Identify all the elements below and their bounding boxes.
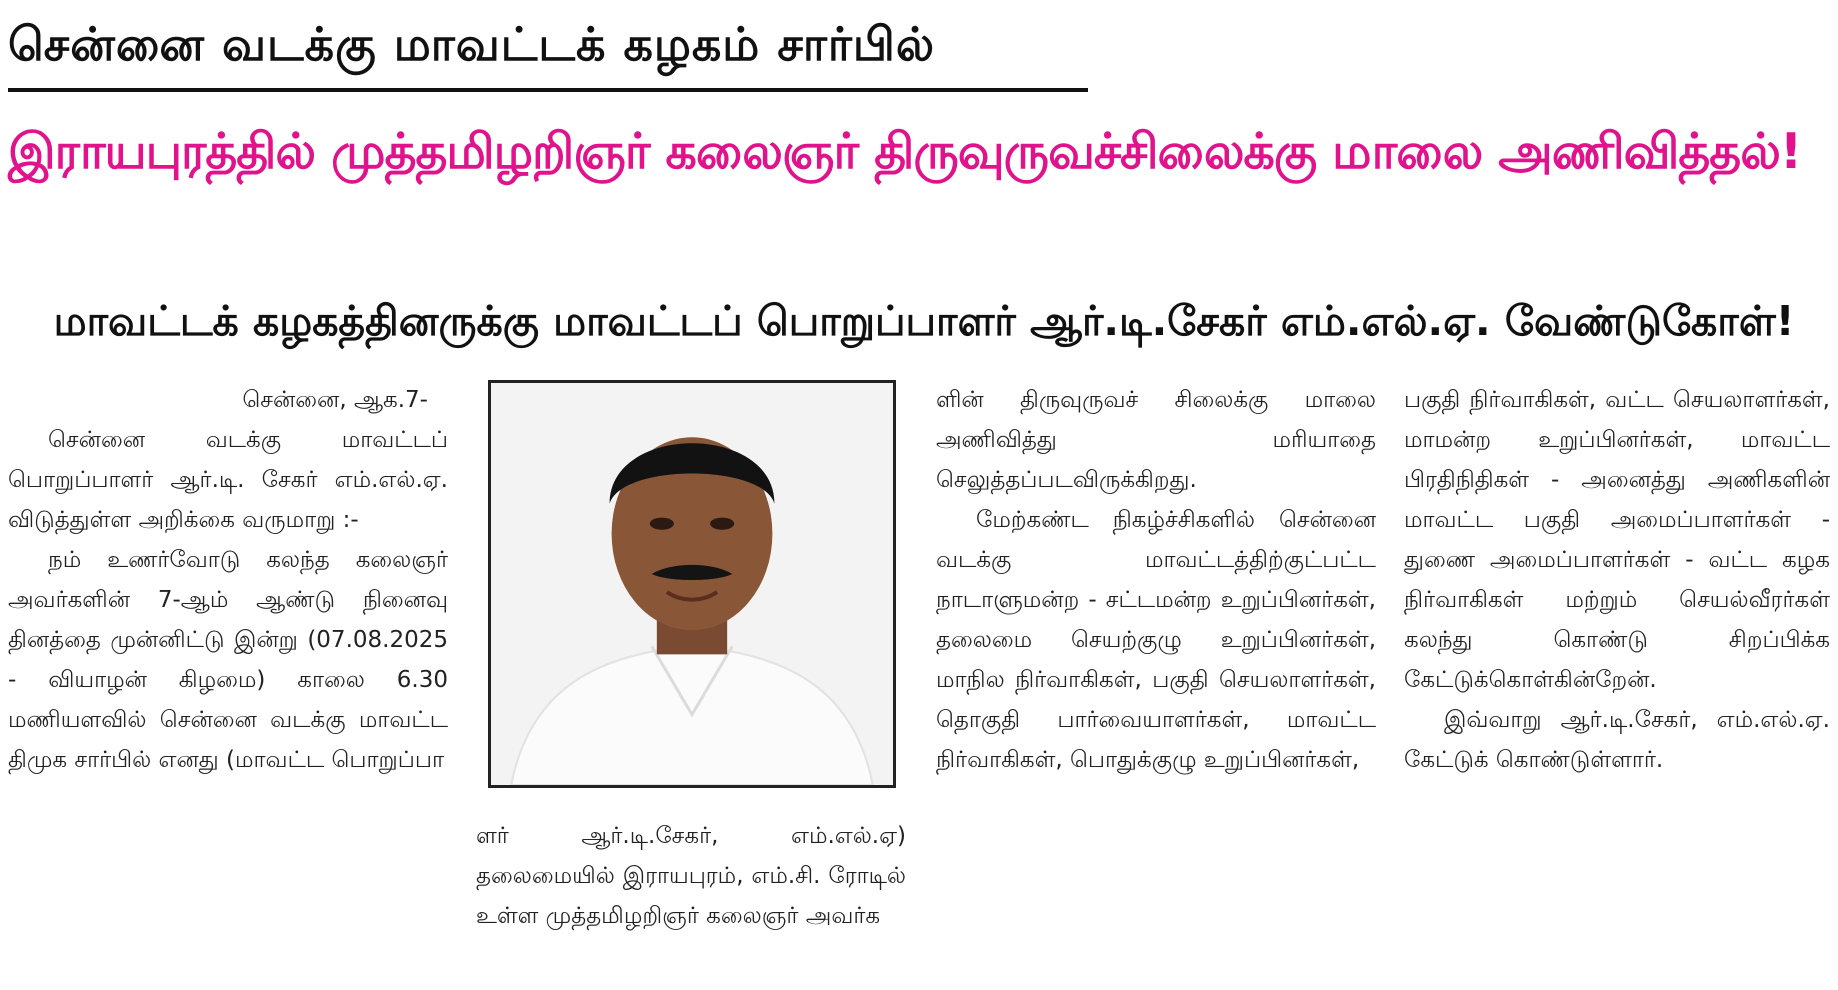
person-portrait-icon — [491, 383, 893, 785]
article-column-3 — [936, 380, 1376, 780]
article-column-4 — [1404, 380, 1830, 780]
subheadline: மாவட்டக் கழகத்தினருக்கு மாவட்டப் பொறுப்பாளர் ஆர்.டி.சேகர் எம்.எல்.ஏ. வேண்டுகோள்! — [53, 297, 1795, 345]
kicker-heading: சென்னை வடக்கு மாவட்டக் கழகம் சார்பில் — [8, 17, 936, 71]
article-column-1 — [8, 380, 448, 780]
kicker-underline — [8, 88, 1088, 92]
paragraph: நம் உணர்வோடு கலந்த கலைஞர் அவர்களின் 7-ஆம் ஆண்டு நினைவு தினத்தை முன்னிட்டு இன்று (07.08.2025 - வியாழன் கிழமை) காலை 6.30 மணியளவில் சென்னை வடக்கு மாவட்ட திமுக சார்பில் எனது (மாவட்ட பொறுப்பா — [8, 547, 448, 773]
paragraph: மேற்கண்ட நிகழ்ச்சிகளில் சென்னை வடக்கு மாவட்டத்திற்குட்பட்ட நாடாளுமன்ற - சட்டமன்ற உறுப்பினர்கள், தலைமை செயற்குழு உறுப்பினர்கள், மாநில நிர்வாகிகள், பகுதி செயலாளர்கள், தொகுதி பார்வையாளர்கள், மாவட்ட நிர்வாகிகள், பொதுக்குழு உறுப்பினர்கள், — [936, 507, 1376, 773]
paragraph: ளர் ஆர்.டி.சேகர், எம்.எல்.ஏ) தலைமையில் இராயபுரம், எம்.சி. ரோடில் உள்ள முத்தமிழறிஞர் கலைஞர் அவர்க — [476, 823, 906, 929]
paragraph: ளின் திருவுருவச் சிலைக்கு மாலை அணிவித்து மரியாதை செலுத்தப்படவிருக்கிறது. — [936, 387, 1376, 493]
paragraph: பகுதி நிர்வாகிகள், வட்ட செயலாளர்கள், மாமன்ற உறுப்பினர்கள், மாவட்ட பிரதிநிதிகள் - அனைத்து அணிகளின் மாவட்ட பகுதி அமைப்பாளர்கள் - துணை அமைப்பாளர்கள் - வட்ட கழக நிர்வாகிகள் மற்றும் செயல்வீரர்கள் கலந்து கொண்டு சிறப்பிக்க கேட்டுக்கொள்கின்றேன். — [1404, 387, 1830, 693]
headline: இராயபுரத்தில் முத்தமிழறிஞர் கலைஞர் திருவுருவச்சிலைக்கு மாலை அணிவித்தல்! — [8, 123, 1802, 180]
paragraph: சென்னை வடக்கு மாவட்டப் பொறுப்பாளர் ஆர்.டி. சேகர் எம்.எல்.ஏ. விடுத்துள்ள அறிக்கை வருமாறு :- — [8, 427, 448, 533]
portrait-photo — [488, 380, 896, 788]
dateline: சென்னை, ஆக.7- — [242, 387, 428, 413]
article-column-2 — [476, 816, 906, 936]
paragraph: இவ்வாறு ஆர்.டி.சேகர், எம்.எல்.ஏ. கேட்டுக் கொண்டுள்ளார். — [1404, 707, 1830, 773]
